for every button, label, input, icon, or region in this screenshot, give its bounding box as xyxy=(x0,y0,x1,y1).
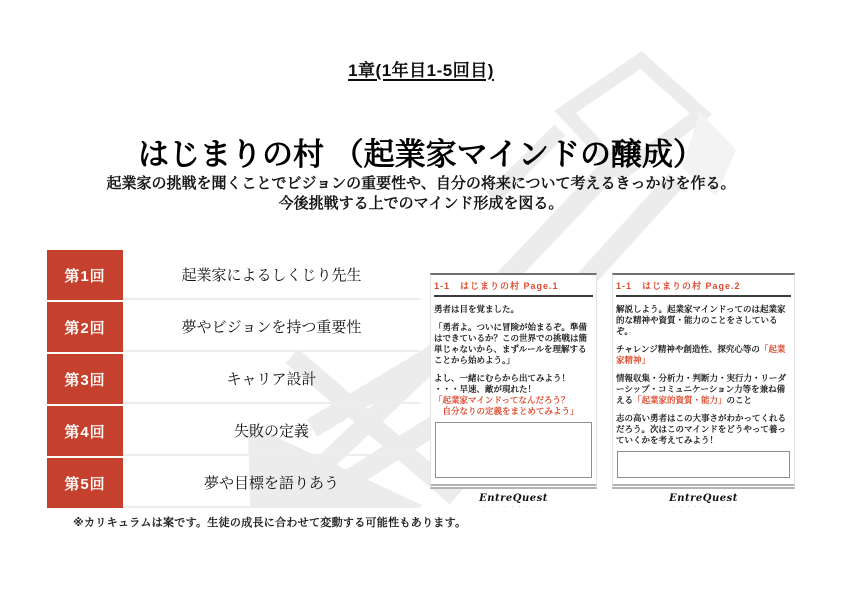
worksheet-page xyxy=(430,273,597,489)
worksheet-header: 1-1 はじまりの村 Page.1 xyxy=(434,275,593,297)
table-row xyxy=(47,250,420,300)
paragraph xyxy=(434,373,593,417)
session-number-badge: 第4回 xyxy=(47,406,123,456)
worksheet-page xyxy=(612,273,795,489)
paragraph xyxy=(616,373,791,406)
session-number-badge: 第1回 xyxy=(47,250,123,300)
worksheet-body xyxy=(434,297,593,417)
curriculum-table xyxy=(47,250,420,510)
paragraph: 勇者は目を覚ました。 xyxy=(434,304,520,314)
page-title: はじまりの村 （起業家マインドの醸成） xyxy=(138,137,704,172)
curriculum-footnote: ※カリキュラムは案です。生徒の成長に合わせて変動する可能性もあります。 xyxy=(73,517,467,529)
entrequest-logo: EntreQuest xyxy=(669,493,738,504)
highlight-question: 自分なりの定義をまとめてみよう」 xyxy=(434,406,579,416)
text-line: ・・・早速、敵が現れた！ xyxy=(434,384,537,394)
worksheet-preview-page2 xyxy=(612,273,795,509)
paragraph: 解説しよう。起業家マインドってのは起業家的な精神や資質・能力のことをさしているぞ。 xyxy=(616,304,786,336)
worksheet-body xyxy=(616,297,791,446)
subtitle-line-1: 起業家の挑戦を聞くことでビジョンの重要性や、自分の将来について考えるきっかけを作る。 xyxy=(106,175,736,192)
session-number-badge: 第3回 xyxy=(47,354,123,404)
answer-box xyxy=(617,451,790,478)
chapter-title: 1章(1年目1-5回目) xyxy=(348,61,494,80)
session-title: 夢や目標を語りあう xyxy=(123,458,420,508)
session-title: キャリア設計 xyxy=(123,354,420,404)
session-title: 失敗の定義 xyxy=(123,406,420,456)
text-line: よし、一緒にむらから出てみよう！ xyxy=(434,373,571,383)
session-title: 起業家によるしくじり先生 xyxy=(123,250,420,300)
table-row xyxy=(47,406,420,456)
logo-caption: ･ ･ ･ ･ ･ ･ ･ ･ ･ xyxy=(673,504,734,509)
paragraph xyxy=(616,344,791,366)
table-row xyxy=(47,354,420,404)
text-segment: 情報収集・分析力・判断力・実行力・リーダーシップ・コミュニケーション力等を兼ね備える xyxy=(616,373,787,405)
text-segment: のこと xyxy=(726,395,753,405)
subtitle-line-2: 今後挑戦する上でのマインド形成を図る。 xyxy=(278,195,564,212)
worksheet-preview-page1 xyxy=(430,273,597,509)
worksheet-header: 1-1 はじまりの村 Page.2 xyxy=(616,275,791,297)
highlight-term: 「起業家精神」 xyxy=(616,344,786,365)
answer-box xyxy=(435,422,592,478)
logo-caption: ･ ･ ･ ･ ･ ･ ･ ･ ･ xyxy=(483,504,544,509)
paragraph: 志の高い勇者はこの大事さがわかってくれるだろう。次はこのマインドをどうやって養っていくかを考えてみよう！ xyxy=(616,413,787,445)
session-number-badge: 第5回 xyxy=(47,458,123,508)
entrequest-logo: EntreQuest xyxy=(479,493,548,504)
text-segment: チャレンジ精神や創造性、探究心等の xyxy=(616,344,760,354)
session-title: 夢やビジョンを持つ重要性 xyxy=(123,302,420,352)
highlight-question: 「起業家マインドってなんだろう？ xyxy=(434,395,570,405)
table-row xyxy=(47,302,420,352)
highlight-term: 「起業家的資質・能力」 xyxy=(633,395,727,405)
session-number-badge: 第2回 xyxy=(47,302,123,352)
table-row xyxy=(47,458,420,508)
paragraph: 「勇者よ。ついに冒険が始まるぞ。準備はできているか？この世界での挑戦は簡単じゃないから、まずルールを理解することから始めよう。」 xyxy=(434,322,588,365)
